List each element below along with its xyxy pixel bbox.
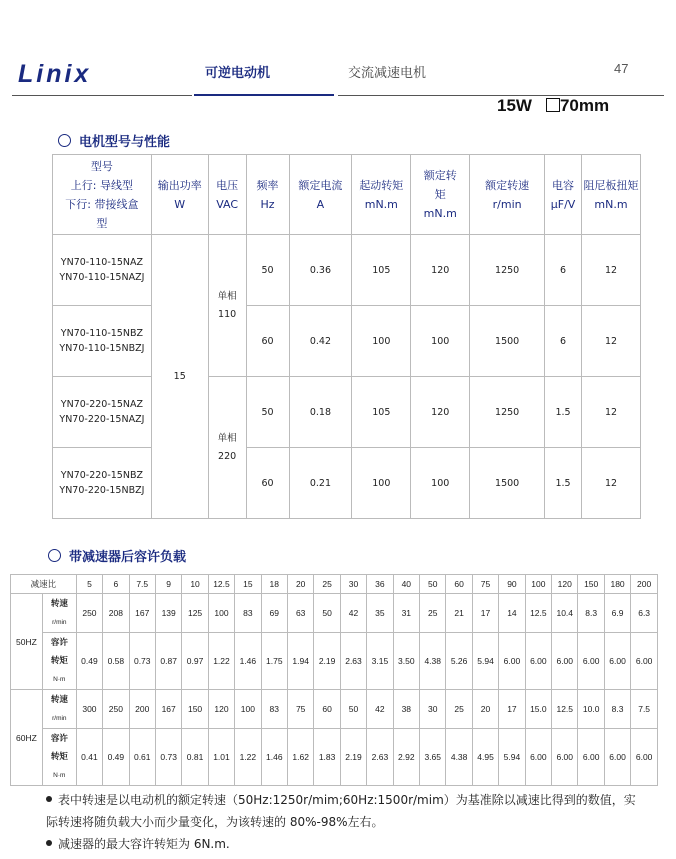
ratio-cell: 10	[182, 575, 208, 594]
start-torque-cell: 105	[352, 235, 411, 306]
voltage-cell: 单相 220	[208, 377, 246, 519]
speed-cell: 69	[261, 594, 287, 633]
circle-icon	[58, 134, 71, 147]
active-tab-underline	[194, 94, 334, 96]
model-cell: YN70-110-15NBZ YN70-110-15NBZJ	[53, 306, 152, 377]
damper-cell: 12	[582, 306, 641, 377]
ratio-cell: 90	[499, 575, 525, 594]
header-rated-torque: 额定转 矩 mN.m	[411, 155, 470, 235]
speed-cell: 12.5	[525, 594, 551, 633]
speed-label: 转速 r/min	[42, 690, 76, 729]
rated-torque-cell: 120	[411, 377, 470, 448]
ratio-cell: 40	[393, 575, 419, 594]
ratio-cell: 200	[631, 575, 658, 594]
header-power: 输出功率 W	[151, 155, 208, 235]
spec-power: 15W	[497, 96, 532, 115]
speed-cell: 35	[367, 594, 393, 633]
speed-cell: 6.9	[604, 594, 630, 633]
torque-cell: 1.62	[287, 729, 313, 786]
torque-cell: 1.46	[235, 633, 261, 690]
torque-cell: 1.94	[287, 633, 313, 690]
speed-cell: 17	[472, 594, 498, 633]
speed-cell: 83	[261, 690, 287, 729]
speed-cell: 15.0	[525, 690, 551, 729]
header-voltage: 电压 VAC	[208, 155, 246, 235]
rated-torque-cell: 120	[411, 235, 470, 306]
speed-cell: 20	[472, 690, 498, 729]
rated-torque-cell: 100	[411, 448, 470, 519]
speed-cell: 120	[208, 690, 234, 729]
torque-cell: 6.00	[552, 633, 578, 690]
speed-cell: 50	[340, 690, 366, 729]
speed-cell: 125	[182, 594, 208, 633]
start-torque-cell: 105	[352, 377, 411, 448]
speed-cell: 38	[393, 690, 419, 729]
page-number: 47	[614, 61, 629, 76]
header-damper-torque: 阻尼板扭矩 mN.m	[582, 155, 641, 235]
table-row	[53, 235, 641, 306]
capacitor-cell: 6	[545, 235, 582, 306]
tab-reversible-motor[interactable]: 可逆电动机	[205, 66, 271, 81]
capacitor-cell: 1.5	[545, 377, 582, 448]
torque-cell: 2.63	[340, 633, 366, 690]
torque-cell: 6.00	[631, 633, 658, 690]
header-model: 型号 上行: 导线型 下行: 带接线盒 型	[53, 155, 152, 235]
ratio-cell: 150	[578, 575, 604, 594]
capacitor-cell: 6	[545, 306, 582, 377]
brand-logo: Linix	[18, 60, 92, 88]
speed-cell: 300	[76, 690, 102, 729]
table-row	[53, 377, 641, 448]
torque-cell: 6.00	[578, 729, 604, 786]
power-cell: 15	[151, 235, 208, 519]
section2-title: 带减速器后容许负载	[69, 550, 187, 565]
current-cell: 0.42	[289, 306, 352, 377]
speed-cell: 208	[103, 594, 129, 633]
torque-cell: 1.75	[261, 633, 287, 690]
speed-cell: 31	[393, 594, 419, 633]
bullet-icon	[46, 796, 52, 802]
speed-cell: 167	[129, 594, 155, 633]
speed-cell: 60	[314, 690, 340, 729]
speed-cell: 6.3	[631, 594, 658, 633]
torque-cell: 0.61	[129, 729, 155, 786]
ratio-cell: 20	[287, 575, 313, 594]
speed-cell: 10.0	[578, 690, 604, 729]
ratio-cell: 100	[525, 575, 551, 594]
rated-speed-cell: 1500	[470, 448, 545, 519]
note-2: 减速器的最大容许转矩为 6N.m.	[46, 833, 646, 855]
speed-cell: 167	[155, 690, 181, 729]
circle-icon	[48, 549, 61, 562]
torque-cell: 6.00	[552, 729, 578, 786]
torque-cell: 6.00	[631, 729, 658, 786]
frequency-cell: 60	[246, 448, 289, 519]
tab-ac-gear-motor[interactable]: 交流减速电机	[348, 66, 427, 81]
speed-row	[11, 690, 658, 729]
rated-torque-cell: 100	[411, 306, 470, 377]
spec-frame: 70mm	[559, 96, 610, 115]
speed-cell: 83	[235, 594, 261, 633]
speed-cell: 42	[340, 594, 366, 633]
speed-row	[11, 594, 658, 633]
ratio-cell: 60	[446, 575, 472, 594]
torque-label: 容许 转矩 N·m	[42, 729, 76, 786]
torque-cell: 6.00	[525, 729, 551, 786]
torque-cell: 0.49	[103, 729, 129, 786]
frequency-cell: 60	[246, 306, 289, 377]
speed-cell: 100	[208, 594, 234, 633]
speed-cell: 8.3	[578, 594, 604, 633]
speed-cell: 250	[76, 594, 102, 633]
section-title-performance	[58, 131, 170, 150]
speed-cell: 25	[420, 594, 446, 633]
torque-cell: 0.81	[182, 729, 208, 786]
damper-cell: 12	[582, 235, 641, 306]
speed-cell: 30	[420, 690, 446, 729]
ratio-cell: 6	[103, 575, 129, 594]
ratio-cell: 9	[155, 575, 181, 594]
torque-cell: 6.00	[525, 633, 551, 690]
torque-cell: 2.19	[340, 729, 366, 786]
speed-cell: 42	[367, 690, 393, 729]
speed-cell: 14	[499, 594, 525, 633]
torque-row	[11, 633, 658, 690]
damper-cell: 12	[582, 377, 641, 448]
damper-cell: 12	[582, 448, 641, 519]
ratio-cell: 75	[472, 575, 498, 594]
model-cell: YN70-220-15NBZ YN70-220-15NBZJ	[53, 448, 152, 519]
torque-cell: 1.22	[208, 633, 234, 690]
torque-cell: 5.26	[446, 633, 472, 690]
ratio-cell: 5	[76, 575, 102, 594]
speed-cell: 17	[499, 690, 525, 729]
header-divider	[12, 95, 192, 96]
speed-cell: 63	[287, 594, 313, 633]
speed-cell: 75	[287, 690, 313, 729]
torque-row	[11, 729, 658, 786]
note-1-cont: 际转速将随负载大小而少量变化，为该转速的 80%-98%左右。	[46, 815, 384, 829]
torque-label: 容许 转矩 N·m	[42, 633, 76, 690]
frequency-label: 60HZ	[11, 690, 43, 786]
speed-cell: 25	[446, 690, 472, 729]
speed-cell: 139	[155, 594, 181, 633]
speed-cell: 10.4	[552, 594, 578, 633]
model-cell: YN70-220-15NAZ YN70-220-15NAZJ	[53, 377, 152, 448]
torque-cell: 2.92	[393, 729, 419, 786]
ratio-cell: 120	[552, 575, 578, 594]
torque-cell: 1.83	[314, 729, 340, 786]
table1-header-row	[53, 155, 641, 235]
torque-cell: 6.00	[578, 633, 604, 690]
note-1: 表中转速是以电动机的额定转速（50Hz:1250r/mim;60Hz:1500r/mim）为基准除以减速比得到的数值，实	[46, 789, 646, 811]
torque-cell: 0.97	[182, 633, 208, 690]
current-cell: 0.18	[289, 377, 352, 448]
ratio-row	[11, 575, 658, 594]
speed-cell: 7.5	[631, 690, 658, 729]
torque-cell: 4.95	[472, 729, 498, 786]
torque-cell: 0.49	[76, 633, 102, 690]
ratio-cell: 180	[604, 575, 630, 594]
motor-spec	[497, 96, 609, 116]
ratio-cell: 18	[261, 575, 287, 594]
rated-speed-cell: 1250	[470, 377, 545, 448]
torque-cell: 4.38	[446, 729, 472, 786]
speed-cell: 100	[235, 690, 261, 729]
model-cell: YN70-110-15NAZ YN70-110-15NAZJ	[53, 235, 152, 306]
torque-cell: 1.01	[208, 729, 234, 786]
ratio-cell: 15	[235, 575, 261, 594]
torque-cell: 3.50	[393, 633, 419, 690]
speed-cell: 150	[182, 690, 208, 729]
ratio-cell: 36	[367, 575, 393, 594]
speed-cell: 12.5	[552, 690, 578, 729]
frequency-label: 50HZ	[11, 594, 43, 690]
ratio-cell: 7.5	[129, 575, 155, 594]
torque-cell: 4.38	[420, 633, 446, 690]
header-current: 额定电流 A	[289, 155, 352, 235]
torque-cell: 5.94	[499, 729, 525, 786]
torque-cell: 3.65	[420, 729, 446, 786]
rated-speed-cell: 1250	[470, 235, 545, 306]
header-start-torque: 起动转矩 mN.m	[352, 155, 411, 235]
torque-cell: 0.73	[129, 633, 155, 690]
current-cell: 0.36	[289, 235, 352, 306]
speed-cell: 8.3	[604, 690, 630, 729]
torque-cell: 0.73	[155, 729, 181, 786]
square-icon	[546, 98, 560, 112]
ratio-cell: 12.5	[208, 575, 234, 594]
speed-cell: 50	[314, 594, 340, 633]
torque-cell: 1.22	[235, 729, 261, 786]
torque-cell: 0.87	[155, 633, 181, 690]
performance-table	[52, 154, 641, 519]
torque-cell: 0.41	[76, 729, 102, 786]
notes	[46, 789, 646, 855]
torque-cell: 2.19	[314, 633, 340, 690]
speed-cell: 200	[129, 690, 155, 729]
section-title-load	[48, 546, 186, 565]
torque-cell: 0.58	[103, 633, 129, 690]
capacitor-cell: 1.5	[545, 448, 582, 519]
current-cell: 0.21	[289, 448, 352, 519]
table-row	[53, 448, 641, 519]
ratio-cell: 50	[420, 575, 446, 594]
section1-title: 电机型号与性能	[79, 135, 171, 150]
speed-label: 转速 r/min	[42, 594, 76, 633]
torque-cell: 6.00	[499, 633, 525, 690]
frequency-cell: 50	[246, 235, 289, 306]
torque-cell: 6.00	[604, 729, 630, 786]
header-rated-speed: 额定转速 r/min	[470, 155, 545, 235]
ratio-cell: 25	[314, 575, 340, 594]
header-capacitor: 电容 μF/V	[545, 155, 582, 235]
speed-cell: 21	[446, 594, 472, 633]
torque-cell: 5.94	[472, 633, 498, 690]
speed-cell: 250	[103, 690, 129, 729]
voltage-cell: 单相 110	[208, 235, 246, 377]
start-torque-cell: 100	[352, 306, 411, 377]
load-table	[10, 574, 658, 786]
torque-cell: 3.15	[367, 633, 393, 690]
ratio-label: 减速比	[11, 575, 77, 594]
rated-speed-cell: 1500	[470, 306, 545, 377]
start-torque-cell: 100	[352, 448, 411, 519]
torque-cell: 1.46	[261, 729, 287, 786]
header-frequency: 频率 Hz	[246, 155, 289, 235]
bullet-icon	[46, 840, 52, 846]
frequency-cell: 50	[246, 377, 289, 448]
ratio-cell: 30	[340, 575, 366, 594]
table-row	[53, 306, 641, 377]
torque-cell: 6.00	[604, 633, 630, 690]
torque-cell: 2.63	[367, 729, 393, 786]
